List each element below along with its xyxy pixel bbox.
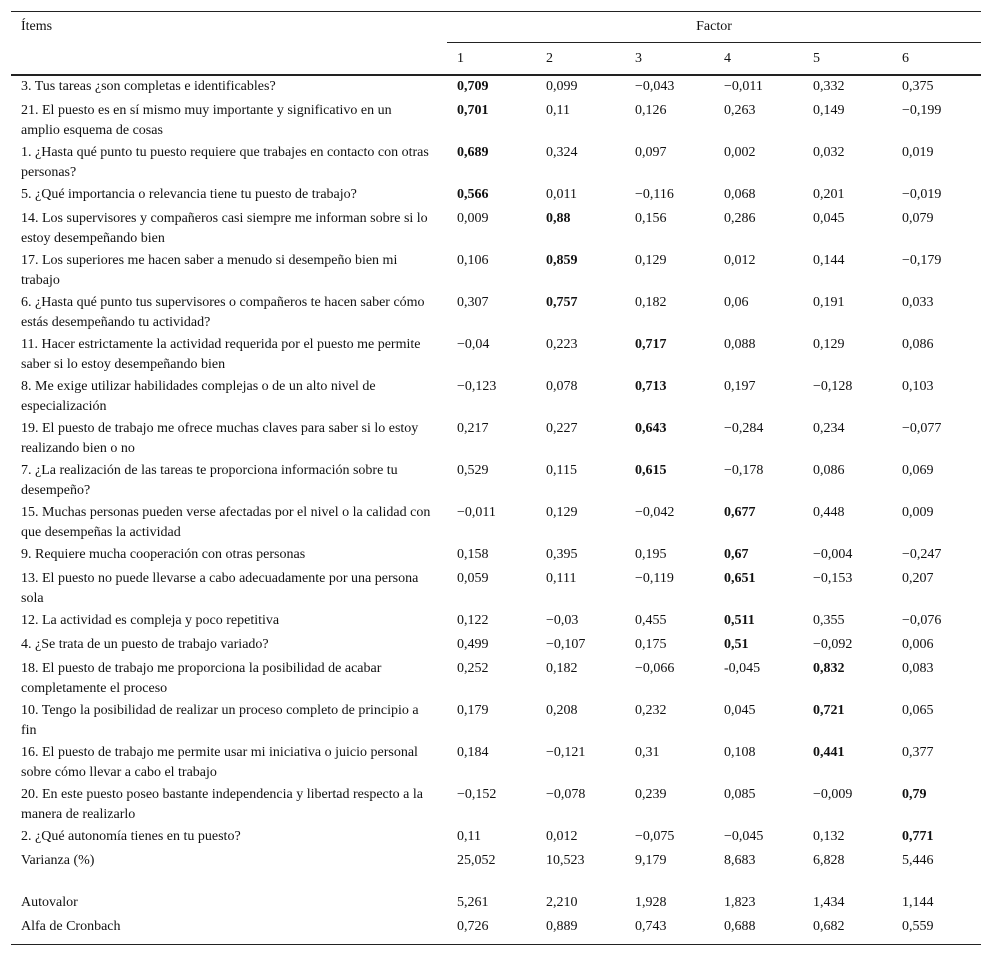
loading-factor-1: 0,499 [457, 637, 489, 652]
loading-factor-2: 0,395 [546, 547, 578, 562]
loading-factor-6: 0,069 [902, 463, 934, 478]
loading-factor-6: −0,179 [902, 253, 942, 268]
item-label: 11. Hacer estrictamente la actividad requerida por el puesto me permite saber si lo estoy desempeñando bien [21, 337, 421, 372]
loading-factor-2: 0,227 [546, 421, 578, 436]
loading-factor-4: 0,045 [724, 703, 756, 718]
factor-number-6: 6 [902, 51, 909, 66]
loading-factor-1: 0,252 [457, 661, 489, 676]
loading-factor-2: −0,03 [546, 613, 579, 628]
loading-factor-6: −0,076 [902, 613, 942, 628]
loading-factor-5: −0,009 [813, 787, 853, 802]
loading-factor-1: 0,009 [457, 211, 489, 226]
loading-factor-5: 0,721 [813, 703, 845, 718]
loading-factor-2: 0,012 [546, 829, 578, 844]
loading-factor-1: 25,052 [457, 853, 496, 868]
loading-factor-3: 0,643 [635, 421, 667, 436]
loading-factor-1: −0,011 [457, 505, 496, 520]
loading-factor-6: 0,079 [902, 211, 934, 226]
item-label: 3. Tus tareas ¿son completas e identificables? [21, 79, 276, 94]
loading-factor-6: 0,207 [902, 571, 934, 586]
loading-factor-5: 0,832 [813, 661, 845, 676]
loading-factor-6: 0,033 [902, 295, 934, 310]
loading-factor-3: 0,195 [635, 547, 667, 562]
loading-factor-6: 5,446 [902, 853, 934, 868]
loading-factor-6: −0,199 [902, 103, 942, 118]
loading-factor-5: −0,153 [813, 571, 853, 586]
item-label: 18. El puesto de trabajo me proporciona la posibilidad de acabar completamente el proceso [21, 661, 382, 696]
loading-factor-2: 0,859 [546, 253, 578, 268]
loading-factor-6: −0,247 [902, 547, 942, 562]
loading-factor-5: 0,129 [813, 337, 845, 352]
loading-factor-3: 0,615 [635, 463, 667, 478]
loading-factor-3: −0,116 [635, 187, 674, 202]
loading-factor-3: 0,743 [635, 919, 667, 934]
loading-factor-1: 0,179 [457, 703, 489, 718]
loading-factor-3: −0,066 [635, 661, 675, 676]
loading-factor-4: 0,108 [724, 745, 756, 760]
loading-factor-4: −0,045 [724, 829, 764, 844]
loading-factor-1: 0,217 [457, 421, 489, 436]
loading-factor-3: 0,156 [635, 211, 667, 226]
loading-factor-3: 0,129 [635, 253, 667, 268]
item-label: 7. ¿La realización de las tareas te proporciona información sobre tu desempeño? [21, 463, 398, 498]
loading-factor-3: 0,455 [635, 613, 667, 628]
loading-factor-4: 0,068 [724, 187, 756, 202]
loading-factor-2: 0,11 [546, 103, 570, 118]
factor-header: Factor [696, 19, 732, 34]
loading-factor-4: 0,085 [724, 787, 756, 802]
loading-factor-1: 0,122 [457, 613, 489, 628]
loading-factor-4: −0,284 [724, 421, 764, 436]
loading-factor-5: −0,128 [813, 379, 853, 394]
factor-number-2: 2 [546, 51, 553, 66]
loading-factor-5: 0,086 [813, 463, 845, 478]
item-label: 20. En este puesto poseo bastante independencia y libertad respecto a la manera de realizarlo [21, 787, 423, 822]
loading-factor-4: 1,823 [724, 895, 756, 910]
loading-factor-5: 0,441 [813, 745, 845, 760]
loading-factor-2: 0,099 [546, 79, 578, 94]
loading-factor-5: 0,201 [813, 187, 845, 202]
loading-factor-2: 0,324 [546, 145, 578, 160]
loading-factor-1: 0,529 [457, 463, 489, 478]
loading-factor-2: 0,182 [546, 661, 578, 676]
loading-factor-6: −0,019 [902, 187, 942, 202]
loading-factor-2: 0,889 [546, 919, 578, 934]
loading-factor-1: 0,709 [457, 79, 489, 94]
loading-factor-3: 0,31 [635, 745, 660, 760]
header-bottom-rule [11, 74, 981, 76]
factor-number-1: 1 [457, 51, 464, 66]
loading-factor-4: 0,67 [724, 547, 749, 562]
loading-factor-4: 0,197 [724, 379, 756, 394]
item-label: 12. La actividad es compleja y poco repetitiva [21, 613, 280, 628]
loading-factor-1: 0,059 [457, 571, 489, 586]
loading-factor-2: −0,121 [546, 745, 586, 760]
loading-factor-5: 0,332 [813, 79, 845, 94]
loading-factor-4: 0,06 [724, 295, 749, 310]
item-label: 9. Requiere mucha cooperación con otras personas [21, 547, 306, 562]
bottom-rule [11, 944, 981, 945]
loading-factor-3: −0,075 [635, 829, 675, 844]
loading-factor-6: −0,077 [902, 421, 942, 436]
item-label: 17. Los superiores me hacen saber a menudo si desempeño bien mi trabajo [21, 253, 398, 288]
item-label: 1. ¿Hasta qué punto tu puesto requiere que trabajes en contacto con otras personas? [21, 145, 429, 180]
factor-number-4: 4 [724, 51, 731, 66]
loading-factor-1: 5,261 [457, 895, 489, 910]
loading-factor-2: 0,757 [546, 295, 578, 310]
loading-factor-3: 9,179 [635, 853, 667, 868]
loading-factor-4: 0,088 [724, 337, 756, 352]
loading-factor-4: −0,178 [724, 463, 764, 478]
loading-factor-1: 0,11 [457, 829, 481, 844]
loading-factor-6: 0,103 [902, 379, 934, 394]
loading-factor-2: 0,208 [546, 703, 578, 718]
item-label: 2. ¿Qué autonomía tienes en tu puesto? [21, 829, 241, 844]
loading-factor-4: 0,511 [724, 613, 755, 628]
loading-factor-3: 0,239 [635, 787, 667, 802]
loading-factor-3: −0,042 [635, 505, 675, 520]
item-label: 16. El puesto de trabajo me permite usar mi iniciativa o juicio personal sobre cómo llevar a cabo el trabajo [21, 745, 418, 780]
item-label: 10. Tengo la posibilidad de realizar un proceso completo de principio a fin [21, 703, 419, 738]
loading-factor-5: −0,092 [813, 637, 853, 652]
loading-factor-3: 0,126 [635, 103, 667, 118]
loading-factor-6: 0,009 [902, 505, 934, 520]
loading-factor-3: 0,182 [635, 295, 667, 310]
loading-factor-4: 0,51 [724, 637, 749, 652]
loading-factor-1: 0,726 [457, 919, 489, 934]
loading-factor-5: 0,448 [813, 505, 845, 520]
loading-factor-5: 6,828 [813, 853, 845, 868]
loading-factor-4: 0,002 [724, 145, 756, 160]
factor-number-3: 3 [635, 51, 642, 66]
loading-factor-6: 0,79 [902, 787, 927, 802]
loading-factor-4: 0,677 [724, 505, 756, 520]
loading-factor-6: 0,559 [902, 919, 934, 934]
loading-factor-6: 0,375 [902, 79, 934, 94]
loading-factor-5: 0,144 [813, 253, 845, 268]
item-label: 15. Muchas personas pueden verse afectadas por el nivel o la calidad con que desempeñas la actividad [21, 505, 431, 540]
loading-factor-5: −0,004 [813, 547, 853, 562]
factor-number-5: 5 [813, 51, 820, 66]
loading-factor-6: 0,377 [902, 745, 934, 760]
loading-factor-6: 0,065 [902, 703, 934, 718]
loading-factor-1: 0,106 [457, 253, 489, 268]
loading-factor-6: 0,086 [902, 337, 934, 352]
item-label: Varianza (%) [21, 853, 95, 868]
loading-factor-4: 0,263 [724, 103, 756, 118]
item-label: 6. ¿Hasta qué punto tus supervisores o compañeros te hacen saber cómo estás desempeñando tu actividad? [21, 295, 425, 330]
item-label: 14. Los supervisores y compañeros casi siempre me informan sobre si lo estoy desempeñando bien [21, 211, 428, 246]
top-rule [11, 11, 981, 12]
loading-factor-3: 0,717 [635, 337, 667, 352]
loading-factor-4: 0,012 [724, 253, 756, 268]
loading-factor-1: 0,307 [457, 295, 489, 310]
loading-factor-3: −0,119 [635, 571, 674, 586]
loading-factor-2: −0,107 [546, 637, 586, 652]
item-label: 4. ¿Se trata de un puesto de trabajo variado? [21, 637, 269, 652]
loading-factor-2: 10,523 [546, 853, 585, 868]
loading-factor-4: -0,045 [724, 661, 761, 676]
loading-factor-2: −0,078 [546, 787, 586, 802]
loading-factor-1: 0,701 [457, 103, 489, 118]
loading-factor-5: 1,434 [813, 895, 845, 910]
loading-factor-2: 0,129 [546, 505, 578, 520]
loading-factor-1: 0,158 [457, 547, 489, 562]
loading-factor-3: 0,232 [635, 703, 667, 718]
loading-factor-5: 0,132 [813, 829, 845, 844]
loading-factor-3: −0,043 [635, 79, 675, 94]
loading-factor-2: 0,111 [546, 571, 577, 586]
loading-factor-5: 0,149 [813, 103, 845, 118]
item-label: 19. El puesto de trabajo me ofrece muchas claves para saber si lo estoy realizando bien o no [21, 421, 419, 456]
loading-factor-3: 0,097 [635, 145, 667, 160]
item-label: 8. Me exige utilizar habilidades complejas o de un alto nivel de especialización [21, 379, 376, 414]
loading-factor-6: 0,019 [902, 145, 934, 160]
loading-factor-4: −0,011 [724, 79, 763, 94]
loading-factor-5: 0,032 [813, 145, 845, 160]
item-label: 5. ¿Qué importancia o relevancia tiene tu puesto de trabajo? [21, 187, 357, 202]
loading-factor-1: −0,123 [457, 379, 497, 394]
loading-factor-5: 0,355 [813, 613, 845, 628]
item-label: 21. El puesto es en sí mismo muy importante y significativo en un amplio esquema de cosas [21, 103, 392, 138]
loading-factor-5: 0,234 [813, 421, 845, 436]
loading-factor-6: 0,771 [902, 829, 934, 844]
loading-factor-1: 0,566 [457, 187, 489, 202]
loading-factor-4: 0,286 [724, 211, 756, 226]
loading-factor-6: 0,083 [902, 661, 934, 676]
loading-factor-5: 0,191 [813, 295, 845, 310]
loading-factor-5: 0,682 [813, 919, 845, 934]
loading-factor-4: 0,651 [724, 571, 756, 586]
loading-factor-2: 0,88 [546, 211, 571, 226]
loading-factor-2: 0,115 [546, 463, 577, 478]
loading-factor-3: 1,928 [635, 895, 667, 910]
loading-factor-4: 8,683 [724, 853, 756, 868]
loading-factor-2: 2,210 [546, 895, 578, 910]
loading-factor-3: 0,175 [635, 637, 667, 652]
loading-factor-1: 0,689 [457, 145, 489, 160]
loading-factor-6: 0,006 [902, 637, 934, 652]
item-label: 13. El puesto no puede llevarse a cabo adecuadamente por una persona sola [21, 571, 419, 606]
loading-factor-1: 0,184 [457, 745, 489, 760]
loading-factor-3: 0,713 [635, 379, 667, 394]
loading-factor-6: 1,144 [902, 895, 934, 910]
item-label: Autovalor [21, 895, 78, 910]
loading-factor-2: 0,011 [546, 187, 577, 202]
items-header: Ítems [21, 19, 53, 34]
item-label: Alfa de Cronbach [21, 919, 121, 934]
loading-factor-5: 0,045 [813, 211, 845, 226]
loading-factor-1: −0,04 [457, 337, 490, 352]
factor-header-rule [447, 42, 981, 43]
loading-factor-2: 0,223 [546, 337, 578, 352]
loading-factor-2: 0,078 [546, 379, 578, 394]
loading-factor-1: −0,152 [457, 787, 497, 802]
loading-factor-4: 0,688 [724, 919, 756, 934]
